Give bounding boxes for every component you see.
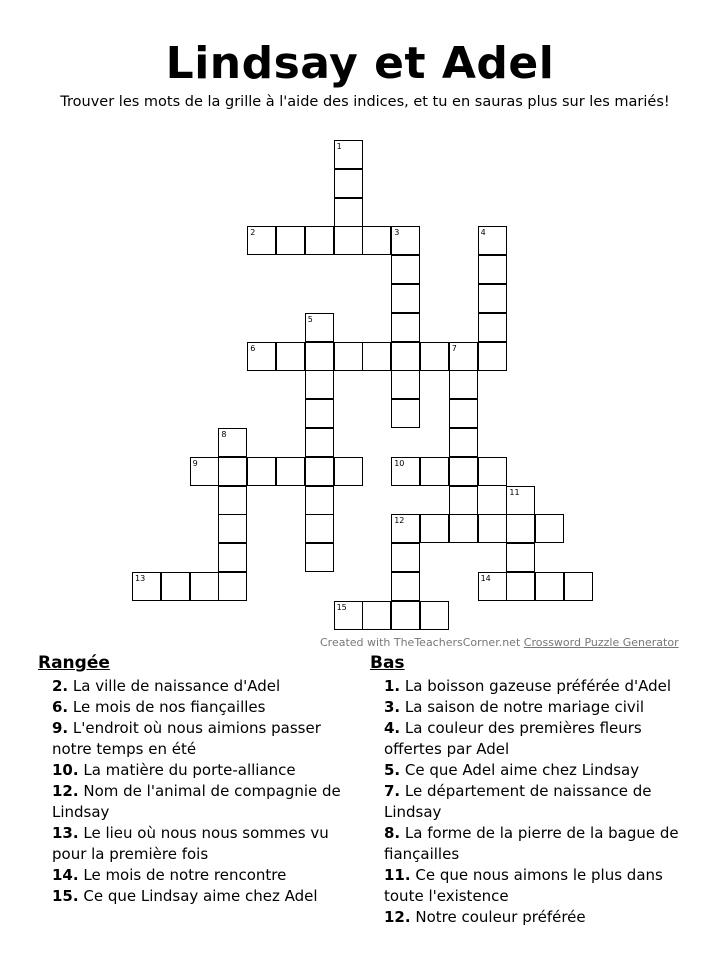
- grid-cell[interactable]: [218, 457, 247, 486]
- down-list: [370, 676, 700, 928]
- clue-across-10: 10. La matière du porte-alliance: [52, 761, 296, 779]
- down-heading: Bas: [370, 653, 405, 673]
- grid-cell[interactable]: [305, 226, 334, 255]
- down-clues: [370, 652, 700, 928]
- grid-cell[interactable]: [391, 342, 420, 371]
- clue-across-6: 6. Le mois de nos fiançailles: [52, 698, 266, 716]
- across-list: [38, 676, 358, 907]
- grid-cell[interactable]: [391, 399, 420, 428]
- grid-cell[interactable]: [478, 514, 507, 543]
- grid-cell[interactable]: [449, 486, 478, 515]
- grid-cell[interactable]: [305, 543, 334, 572]
- grid-cell[interactable]: [449, 514, 478, 543]
- clue-down-1: 1. La boisson gazeuse préférée d'Adel: [384, 677, 672, 695]
- credit-line: [320, 636, 679, 649]
- grid-cell[interactable]: [449, 457, 478, 486]
- grid-cell[interactable]: [305, 486, 334, 515]
- grid-cell[interactable]: [535, 514, 564, 543]
- grid-cell[interactable]: [535, 572, 564, 601]
- grid-cell[interactable]: [305, 457, 334, 486]
- grid-cell[interactable]: [276, 226, 305, 255]
- grid-cell[interactable]: [334, 198, 363, 227]
- page-title: Lindsay et Adel: [165, 38, 555, 89]
- grid-cell[interactable]: [420, 601, 449, 630]
- grid-cell[interactable]: [247, 457, 276, 486]
- grid-cell[interactable]: [305, 370, 334, 399]
- grid-cell[interactable]: [506, 572, 535, 601]
- clue-down-12: 12. Notre couleur préférée: [384, 908, 586, 926]
- grid-cell[interactable]: [391, 601, 420, 630]
- credit-text: Created with TheTeachersCorner.net: [320, 636, 521, 649]
- across-clues: [38, 652, 358, 907]
- grid-cell[interactable]: [391, 572, 420, 601]
- grid-cell[interactable]: [190, 572, 219, 601]
- grid-number: 4: [480, 228, 486, 238]
- clue-down-5: 5. Ce que Adel aime chez Lindsay: [384, 761, 640, 779]
- grid-cell[interactable]: [218, 486, 247, 515]
- grid-cell[interactable]: [276, 457, 305, 486]
- grid-cell[interactable]: [218, 514, 247, 543]
- grid-cell[interactable]: [506, 543, 535, 572]
- grid-cell[interactable]: [305, 399, 334, 428]
- grid-cell[interactable]: [362, 342, 391, 371]
- grid-number: 9: [192, 458, 198, 468]
- grid-cell[interactable]: [420, 514, 449, 543]
- grid-cell[interactable]: [334, 226, 363, 255]
- grid-cell[interactable]: [334, 169, 363, 198]
- grid-number: 8: [221, 430, 227, 439]
- grid-cell[interactable]: [506, 514, 535, 543]
- grid-cell[interactable]: [478, 284, 507, 313]
- grid-cell[interactable]: [478, 457, 507, 486]
- across-heading: Rangée: [38, 653, 110, 673]
- clue-down-8: 8. La forme de la pierre de la bague de fiançailles: [384, 824, 679, 863]
- grid-cell[interactable]: [305, 428, 334, 457]
- instructions: Trouver les mots de la grille à l'aide des indices, et tu en sauras plus sur les mariés!: [60, 94, 670, 110]
- grid-cell[interactable]: [391, 370, 420, 399]
- clue-across-14: 14. Le mois de notre rencontre: [52, 866, 287, 884]
- clue-across-15: 15. Ce que Lindsay aime chez Adel: [52, 887, 318, 905]
- grid-cell[interactable]: [391, 543, 420, 572]
- grid-cell[interactable]: [276, 342, 305, 371]
- clue-down-4: 4. La couleur des premières fleurs offertes par Adel: [384, 719, 642, 758]
- grid-cell[interactable]: [334, 342, 363, 371]
- grid-number: 7: [451, 343, 457, 353]
- grid-number: 3: [394, 228, 400, 238]
- grid-cell[interactable]: [305, 342, 334, 371]
- grid-cell[interactable]: [391, 284, 420, 313]
- grid-number: 10: [394, 458, 405, 468]
- grid-cell[interactable]: [478, 255, 507, 284]
- grid-cell[interactable]: [449, 428, 478, 457]
- grid-number: 12: [394, 516, 405, 526]
- grid-cell[interactable]: [420, 457, 449, 486]
- grid-cell[interactable]: [362, 601, 391, 630]
- grid-cell[interactable]: [449, 370, 478, 399]
- grid-number: 15: [336, 602, 347, 612]
- grid-cell[interactable]: [218, 543, 247, 572]
- clue-across-12: 12. Nom de l'animal de compagnie de Lindsay: [52, 782, 341, 821]
- grid-number: 2: [250, 228, 256, 238]
- grid-cell[interactable]: [161, 572, 190, 601]
- grid-number: 6: [250, 343, 256, 353]
- grid-number: 13: [135, 574, 146, 583]
- grid-cell[interactable]: [478, 313, 507, 342]
- clue-down-11: 11. Ce que nous aimons le plus dans toute l'existence: [384, 866, 663, 905]
- grid-cell[interactable]: [420, 342, 449, 371]
- grid-cell[interactable]: [334, 457, 363, 486]
- grid-number: 1: [336, 142, 342, 151]
- grid-number: 11: [509, 487, 520, 497]
- grid-cell[interactable]: [362, 226, 391, 255]
- grid-cell[interactable]: [391, 313, 420, 342]
- generator-link[interactable]: Crossword Puzzle Generator: [523, 636, 679, 649]
- grid-cell[interactable]: [305, 514, 334, 543]
- clue-across-13: 13. Le lieu où nous nous sommes vu pour la première fois: [52, 824, 329, 863]
- grid-cell[interactable]: [449, 399, 478, 428]
- grid-cell[interactable]: [478, 342, 507, 371]
- clue-down-7: 7. Le département de naissance de Lindsay: [384, 782, 652, 821]
- clue-down-3: 3. La saison de notre mariage civil: [384, 698, 645, 716]
- grid-number: 14: [480, 574, 491, 583]
- clue-across-9: 9. L'endroit où nous aimions passer notre temps en été: [52, 719, 321, 758]
- clue-across-2: 2. La ville de naissance d'Adel: [52, 677, 281, 695]
- grid-number: 5: [307, 314, 313, 324]
- grid-cell[interactable]: [564, 572, 593, 601]
- grid-cell[interactable]: [218, 572, 247, 601]
- grid-cell[interactable]: [391, 255, 420, 284]
